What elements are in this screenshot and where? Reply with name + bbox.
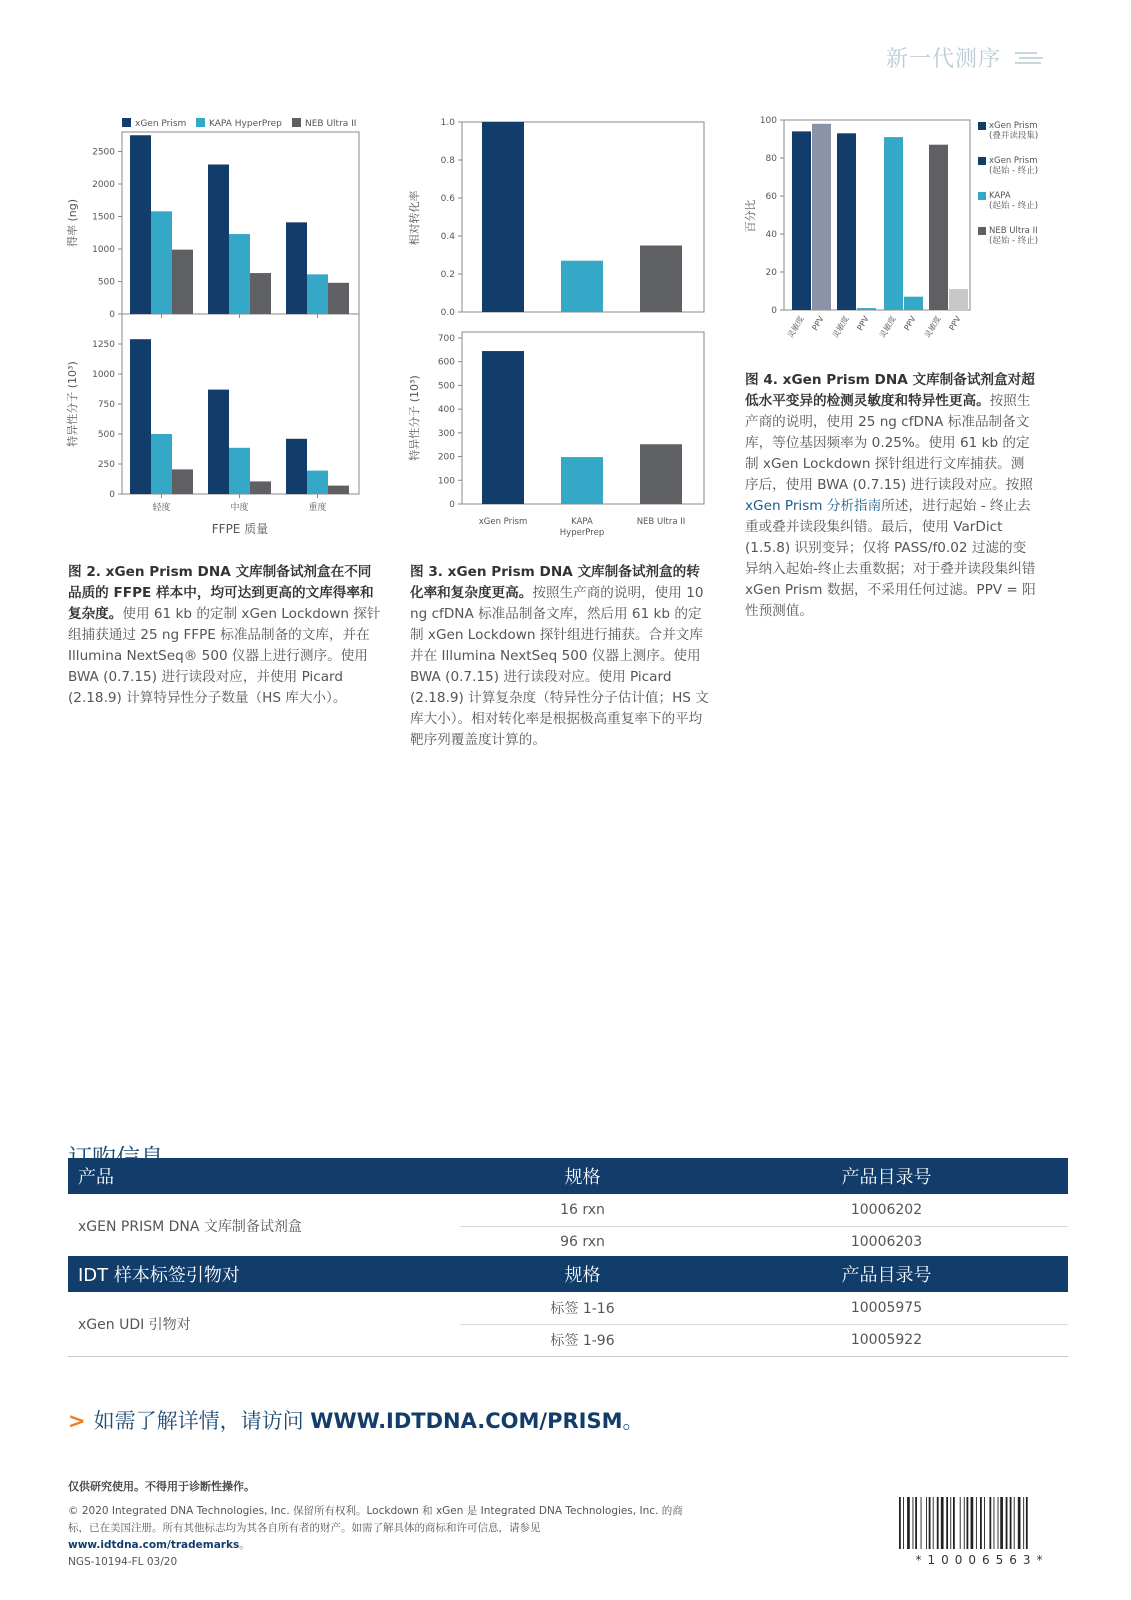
prism-url-link[interactable]: WWW.IDTDNA.COM/PRISM: [310, 1409, 623, 1433]
bar: [482, 351, 524, 504]
legend-label: xGen Prism: [135, 119, 187, 129]
caption-text: 所述，进行起始 - 终止去重或叠并读段集纠错。最后，使用 VarDict (1.5.8) 识别变异；仅将 PASS/f0.02 过滤的变异纳入起始-终止去重数据；对于叠并读段集纠错 xGen Prism 数据，不采用任何过滤。PPV = 阳性预测值。: [745, 498, 1036, 619]
x-tick-label: 灵敏度: [785, 314, 806, 340]
y-tick-label: 2000: [92, 180, 115, 190]
product-name: xGEN PRISM DNA 文库制备试剂盒: [68, 1194, 460, 1258]
bar: [286, 222, 307, 314]
x-tick-label: KAPA: [571, 517, 593, 527]
product-name: xGen UDI 引物对: [68, 1292, 460, 1356]
x-tick-label: 中度: [230, 503, 249, 513]
x-axis-label: FFPE 质量: [211, 522, 269, 536]
bar: [172, 469, 193, 494]
legend-swatch-neb: [292, 118, 301, 127]
bar: [250, 273, 271, 314]
arrow-right-icon: >: [68, 1409, 86, 1433]
molecules-chart-marks: [92, 339, 349, 513]
barcode-bar: [967, 1497, 969, 1549]
yield-chart-marks: [92, 135, 349, 320]
barcode-bar: [907, 1497, 910, 1549]
legend-swatch-kapa: [196, 118, 205, 127]
bar: [792, 131, 811, 310]
y-tick-label: 0: [771, 306, 777, 316]
bar: [904, 297, 923, 310]
y-axis-label: 百分比: [744, 199, 757, 233]
y-tick-label: 600: [437, 357, 455, 368]
research-use-disclaimer: 仅供研究使用。不得用于诊断性操作。: [68, 1480, 255, 1493]
legend-swatch: [978, 122, 986, 130]
caption-text: 按照生产商的说明，使用 25 ng cfDNA 标准品制备文库，等位基因频率为 0.25%。使用 61 kb 的定制 xGen Lockdown 探针组进行文库捕获。测序后，使用 BWA (0.7.15) 进行读段对应。按照: [745, 393, 1033, 493]
catalog-number: 10006202: [705, 1194, 1068, 1226]
x-tick-label: 轻度: [152, 503, 171, 513]
y-tick-label: 0.8: [440, 156, 455, 166]
bar: [172, 250, 193, 314]
order-table-primers: [68, 1256, 1068, 1357]
more-info-text: 如需了解详情，请访问: [93, 1409, 311, 1433]
x-tick-label: 灵敏度: [877, 314, 898, 340]
bar: [151, 211, 172, 314]
bar: [857, 308, 876, 310]
bar: [640, 444, 682, 504]
legal-notice: [68, 1503, 688, 1571]
sensitivity-chart-marks: [760, 116, 968, 340]
barcode-bar: [926, 1497, 927, 1549]
x-tick-sublabel: HyperPrep: [559, 528, 605, 538]
legend-label: KAPA HyperPrep: [209, 119, 282, 129]
y-tick-label: 60: [765, 192, 777, 202]
barcode-bar: [921, 1497, 922, 1549]
legend-sublabel: (起始 - 终止): [989, 201, 1039, 211]
caption-title: 图 2. xGen Prism DNA 文库制备试剂盒在不同品质的 FFPE 样本中，均可达到更高的文库得率和复杂度。: [68, 564, 374, 622]
figure-3-charts: [402, 108, 717, 548]
y-tick-label: 1.0: [440, 118, 455, 128]
legend-swatch: [978, 227, 986, 235]
table-row: [68, 1194, 1068, 1226]
bar: [151, 434, 172, 494]
bar: [949, 289, 968, 310]
legend-label: xGen Prism: [989, 121, 1038, 131]
more-info-line: [68, 1405, 643, 1435]
bar: [307, 471, 328, 494]
legend-label: NEB Ultra II: [989, 226, 1038, 236]
legal-text: © 2020 Integrated DNA Technologies, Inc. 保留所有权利。Lockdown 和 xGen 是 Integrated DNA Technologies, Inc. 的商标，已在美国注册。所有其他标志均为其各自所有者的财产。如需了解具体的商标和许可信息，请参见: [68, 1505, 683, 1534]
barcode-bar: [1014, 1497, 1015, 1549]
bar: [229, 448, 250, 494]
legend-sublabel: (叠并读段集): [989, 131, 1039, 141]
spec-cell: 标签 1-16: [460, 1292, 705, 1324]
y-tick-label: 1000: [92, 245, 115, 255]
section-lines-icon: [1015, 50, 1043, 64]
y-tick-label: 0.0: [440, 308, 455, 318]
barcode-bars: [899, 1497, 1028, 1549]
barcode-bar: [1018, 1497, 1021, 1549]
y-tick-label: 80: [765, 154, 777, 164]
molecules-chart-marks: [438, 334, 685, 538]
x-tick-label: 灵敏度: [830, 314, 851, 340]
column-header: 产品目录号: [705, 1158, 1068, 1194]
barcode-bar: [1026, 1497, 1028, 1549]
barcode-bar: [976, 1497, 977, 1549]
section-title: 新一代测序: [885, 47, 1001, 72]
y-tick-label: 1250: [92, 340, 115, 350]
caption-text: 按照生产商的说明，使用 10 ng cfDNA 标准品制备文库，然后用 61 kb 的定制 xGen Lockdown 探针组进行捕获。合并文库并在 Illumina NextSeq 500 仪器上测序。使用 BWA (0.7.15) 进行读段对应。使用 Picard (2.18.9) 计算复杂度（特异性分子估计值；HS 文库大小）。相对转化率是根据极高重复率下的平均靶序列覆盖度计算的。: [410, 585, 709, 748]
y-axis-label: 相对转化率: [408, 190, 421, 246]
bar: [328, 486, 349, 494]
y-tick-label: 100: [759, 116, 777, 126]
barcode-bar: [937, 1497, 939, 1549]
x-tick-label: 灵敏度: [922, 314, 943, 340]
barcode-bar: [950, 1497, 951, 1549]
barcode-bar: [929, 1497, 931, 1549]
x-tick-label: NEB Ultra II: [636, 517, 686, 527]
column-header: 产品: [68, 1158, 460, 1194]
barcode-bar: [899, 1497, 901, 1549]
y-tick-label: 0: [449, 500, 455, 510]
y-tick-label: 400: [437, 405, 455, 416]
bar: [561, 261, 603, 312]
y-tick-label: 0.4: [440, 232, 455, 242]
caption-title: 图 4. xGen Prism DNA 文库制备试剂盒对超低水平变异的检测灵敏度和特异性更高。: [745, 372, 1035, 409]
analysis-guide-link[interactable]: xGen Prism 分析指南: [745, 498, 882, 514]
bar: [250, 481, 271, 494]
catalog-number: 10005922: [705, 1324, 1068, 1356]
x-tick-label: PPV: [810, 314, 826, 333]
legend-swatch-xgen: [122, 118, 131, 127]
barcode-bar: [1000, 1497, 1003, 1549]
y-tick-label: 300: [437, 428, 455, 439]
legend-swatch: [978, 157, 986, 165]
y-tick-label: 0.2: [440, 270, 455, 280]
table-row: [68, 1292, 1068, 1324]
y-tick-label: 200: [437, 452, 455, 463]
y-tick-label: 1500: [92, 212, 115, 223]
barcode-bar: [971, 1497, 974, 1549]
x-tick-label: PPV: [902, 314, 918, 333]
legend-label: xGen Prism: [989, 156, 1038, 166]
y-tick-label: 0: [109, 310, 115, 320]
legend-label: KAPA: [989, 191, 1011, 201]
barcode-bar: [941, 1497, 944, 1549]
y-tick-label: 1000: [92, 370, 115, 380]
bar: [812, 124, 831, 310]
figure-3-caption: [410, 562, 713, 751]
y-axis-label: 特异性分子 (10³): [408, 375, 421, 461]
figure-4-chart: [738, 108, 1068, 348]
bar: [208, 390, 229, 494]
barcode-number: *10006563*: [915, 1553, 1049, 1567]
barcode-bar: [1010, 1497, 1012, 1549]
bar: [130, 339, 151, 494]
legend-swatch: [978, 192, 986, 200]
y-tick-label: 40: [765, 230, 777, 240]
legend-sublabel: (起始 - 终止): [989, 236, 1039, 246]
barcode-bar: [1006, 1497, 1008, 1549]
bar: [482, 122, 524, 312]
y-tick-label: 700: [437, 334, 455, 344]
y-tick-label: 500: [97, 430, 115, 440]
barcode-bar: [980, 1497, 982, 1549]
bar: [884, 137, 903, 310]
y-tick-label: 20: [765, 268, 777, 278]
bar: [307, 274, 328, 314]
barcode-bar: [964, 1497, 965, 1549]
bar: [837, 133, 856, 310]
barcode-bar: [1023, 1497, 1024, 1549]
y-axis-label: 得率 (ng): [66, 198, 79, 248]
conversion-chart-marks: [441, 118, 682, 318]
y-tick-label: 100: [437, 476, 455, 487]
spec-cell: 96 rxn: [460, 1226, 705, 1258]
barcode-bar: [953, 1497, 955, 1549]
bar: [286, 439, 307, 494]
barcode-bar: [903, 1497, 904, 1549]
barcode-bar: [915, 1497, 917, 1549]
caption-text: 使用 61 kb 的定制 xGen Lockdown 探针组捕获通过 25 ng FFPE 标准品制备的文库，并在 Illumina NextSeq® 500 仪器上进行测序。使用 BWA (0.7.15) 进行读段对应，并使用 Picard (2.18.9) 计算特异性分子数量（HS 库大小）。: [68, 606, 381, 706]
caption-title: 图 3. xGen Prism DNA 文库制备试剂盒的转化率和复杂度更高。: [410, 564, 700, 601]
x-tick-label: PPV: [855, 314, 871, 333]
y-tick-label: 750: [97, 400, 115, 410]
x-tick-label: PPV: [947, 314, 963, 333]
y-tick-label: 0.6: [440, 194, 455, 204]
barcode-bar: [989, 1497, 991, 1549]
column-header: IDT 样本标签引物对: [68, 1256, 460, 1292]
barcode-bar: [960, 1497, 961, 1549]
legend-label: NEB Ultra II: [305, 119, 357, 129]
y-tick-label: 500: [97, 277, 115, 288]
barcode-bar: [998, 1497, 999, 1549]
legal-end: 。: [239, 1539, 250, 1551]
figure-2-caption: [68, 562, 383, 709]
spec-cell: 标签 1-96: [460, 1324, 705, 1356]
barcode-bar: [994, 1497, 995, 1549]
figure-4-legend: [978, 121, 1038, 246]
barcode: [897, 1497, 1067, 1567]
catalog-number: 10006203: [705, 1226, 1068, 1258]
bar: [130, 135, 151, 314]
bar: [328, 283, 349, 314]
trademarks-link[interactable]: www.idtdna.com/trademarks: [68, 1539, 240, 1551]
column-header: 规格: [460, 1158, 705, 1194]
column-header: 规格: [460, 1256, 705, 1292]
y-tick-label: 2500: [92, 147, 115, 158]
barcode-bar: [933, 1497, 934, 1549]
bar: [929, 145, 948, 310]
barcode-bar: [913, 1497, 914, 1549]
barcode-bar: [946, 1497, 948, 1549]
order-table-kit: [68, 1158, 1068, 1259]
spec-cell: 16 rxn: [460, 1194, 705, 1226]
bar: [208, 165, 229, 315]
bar: [640, 246, 682, 313]
document-code: NGS-10194-FL 03/20: [68, 1556, 178, 1568]
y-axis-label: 特异性分子 (10³): [66, 361, 79, 447]
y-tick-label: 250: [97, 460, 115, 470]
more-info-suffix: 。: [622, 1409, 644, 1433]
bar: [561, 457, 603, 504]
figure-4-caption: [745, 370, 1037, 622]
x-tick-label: xGen Prism: [478, 517, 528, 527]
figure-2-charts: [60, 108, 370, 548]
x-tick-label: 重度: [308, 503, 327, 513]
catalog-number: 10005975: [705, 1292, 1068, 1324]
column-header: 产品目录号: [705, 1256, 1068, 1292]
y-tick-label: 500: [437, 381, 455, 392]
bar: [229, 234, 250, 314]
legend-sublabel: (起始 - 终止): [989, 166, 1039, 176]
y-tick-label: 0: [109, 490, 115, 500]
barcode-bar: [984, 1497, 985, 1549]
